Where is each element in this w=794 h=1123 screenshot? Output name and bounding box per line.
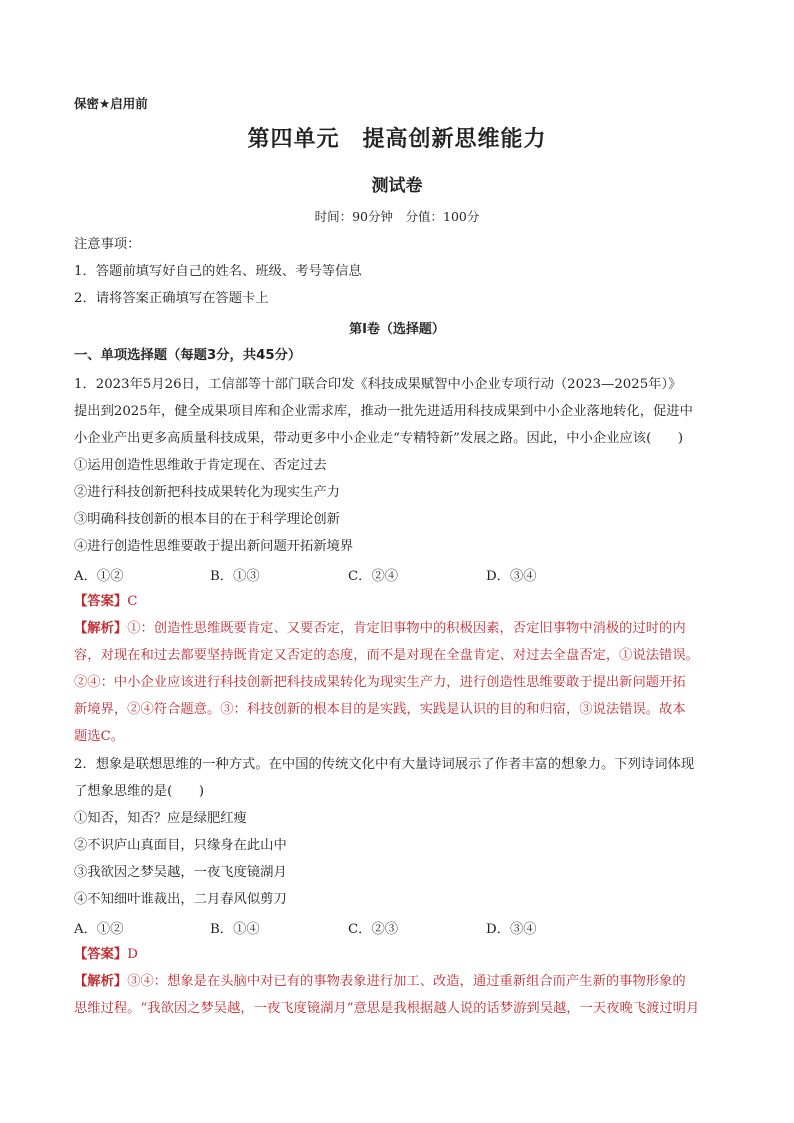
q1-choice-b: B．①③ [210,569,260,584]
q1-answer [74,593,724,611]
q1-choice-d: D．③④ [486,569,537,584]
q2-option-4: ④不知细叶谁裁出，二月春风似剪刀 [74,892,287,907]
q1-answer-label: 【答案】 [74,594,128,609]
q2-stem-line-2: 了想象思维的是( ) [74,784,205,799]
q2-choice-b: B．①④ [210,922,260,937]
q2-answer-value: D [127,947,138,962]
q1-choice-c: C．②④ [348,569,399,584]
exam-meta: 时间：90分钟 分值：100分 [314,209,480,224]
q1-stem-line-3: 小企业产出更多高质量科技成果，带动更多中小企业走“专精特新”发展之路。因此，中小企业应该( ) [74,431,684,446]
part-title: 一、单项选择题（每题3分，共45分） [74,348,302,363]
confidential-label: 保密★启用前 [74,96,148,111]
q2-option-2: ②不识庐山真面目，只缘身在此山中 [74,838,287,853]
notes-heading: 注意事项： [74,237,141,252]
q2-choice-c: C．②③ [348,922,399,937]
q1-analysis-line-1 [74,620,724,638]
page-title: 第四单元 提高创新思维能力 [247,127,547,152]
q2-analysis-label: 【解析】 [74,974,128,989]
q2-answer-label: 【答案】 [74,947,128,962]
q2-analysis-text-1: ③④：想象是在头脑中对已有的事物表象进行加工、改造，通过重新组合而产生新的事物形象的 [127,974,686,989]
q1-option-3: ③明确科技创新的根本目的在于科学理论创新 [74,512,340,527]
q1-stem-line-1: 1．2023年5月26日，工信部等十部门联合印发《科技成果赋智中小企业专项行动（2023—2025年）》 [74,377,682,392]
q2-option-3: ③我欲因之梦吴越，一夜飞度镜湖月 [74,865,287,880]
q1-analysis-label: 【解析】 [74,621,128,636]
q1-option-1: ①运用创造性思维敢于肯定现在、否定过去 [74,458,327,473]
q1-answer-value: C [127,594,138,609]
section-title: 第Ⅰ卷（选择题） [349,322,445,337]
q1-stem-line-2: 提出到2025年，健全成果项目库和企业需求库，推动一批先进适用科技成果到中小企业落地转化，促进中 [74,404,693,419]
q1-option-2: ②进行科技创新把科技成果转化为现实生产力 [74,485,340,500]
q1-option-4: ④进行创造性思维要敢于提出新问题开拓新境界 [74,539,354,554]
notes-item-2: 2．请将答案正确填写在答题卡上 [74,291,269,306]
q2-choice-d: D．③④ [486,922,537,937]
q2-analysis-line-1 [74,973,724,991]
q1-analysis-line-5: 题选C。 [74,729,125,744]
q2-choice-a: A．①② [74,922,124,937]
q1-analysis-line-2: 容，对现在和过去都要坚持既肯定又否定的态度，而不是对现在全盘肯定、对过去全盘否定，①说法错误。 [74,648,699,663]
q1-analysis-text-1: ①：创造性思维既要肯定、又要否定，肯定旧事物中的积极因素，否定旧事物中消极的过时的内 [127,621,686,636]
q2-analysis-line-2: 思维过程。“我欲因之梦吴越，一夜飞度镜湖月”意思是我根据越人说的话梦游到吴越，一天夜晚飞渡过明月 [74,1001,700,1016]
q2-option-1: ①知否，知否？应是绿肥红瘦 [74,811,247,826]
q1-analysis-line-3: ②④：中小企业应该进行科技创新把科技成果转化为现实生产力，进行创造性思维要敢于提出新问题开拓 [74,675,686,690]
notes-item-1: 1．答题前填写好自己的姓名、班级、考号等信息 [74,264,362,279]
q2-stem-line-1: 2．想象是联想思维的一种方式。在中国的传统文化中有大量诗词展示了作者丰富的想象力。下列诗词体现 [74,757,695,772]
q1-choice-a: A．①② [74,569,124,584]
q1-analysis-line-4: 新境界，②④符合题意。③：科技创新的根本目的是实践，实践是认识的目的和归宿，③说法错误。故本 [74,702,686,717]
page-subtitle: 测试卷 [371,176,423,196]
q2-answer [74,946,724,964]
